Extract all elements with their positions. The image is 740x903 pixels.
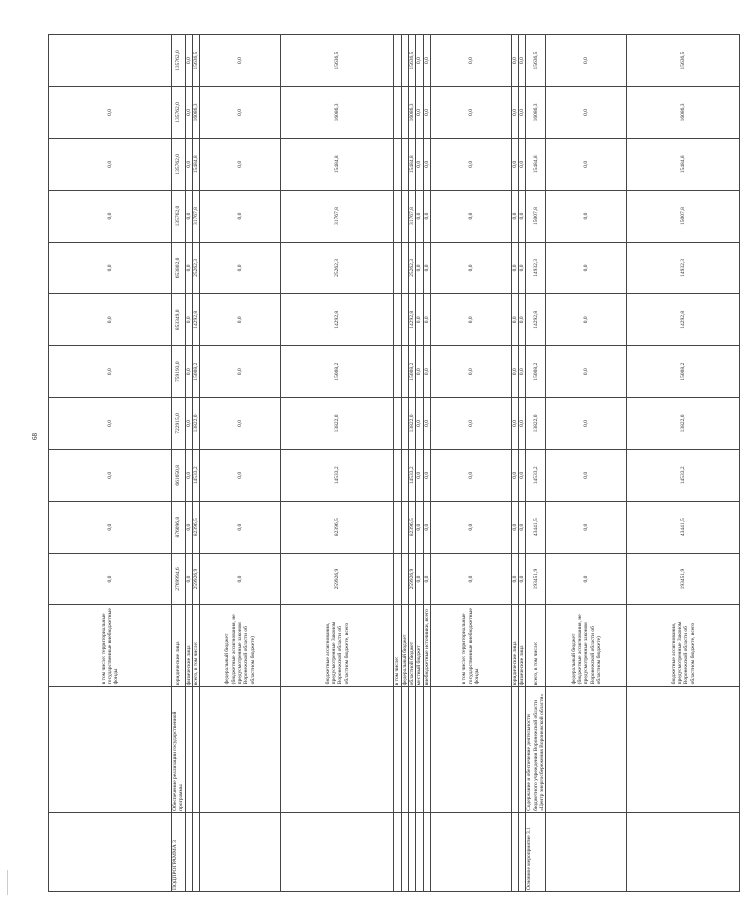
value-cell [394,190,401,242]
value-cell: 0,0 [200,242,281,294]
value-cell: 0,0 [511,190,518,242]
table-row [192,35,199,892]
value-cell: 0,0 [185,501,192,553]
table-row [416,35,423,892]
value-cell [394,294,401,346]
funding-source-cell: областной бюджет [408,605,415,687]
value-cell: 25262,3 [281,242,394,294]
value-cell: 0,0 [416,501,423,553]
value-cell: 193451,9 [627,553,740,605]
value-cell: 135762,0 [172,87,186,139]
value-cell: 0,0 [200,35,281,87]
value-cell: 0,0 [49,398,172,450]
value-cell: 0,0 [546,294,627,346]
funding-source-cell: в том числе: территориальные государственные внебюджетные фонды [49,605,172,687]
value-cell: 853349,0 [172,294,186,346]
program-level-cell: ПОДПРОГРАММА 3 [172,812,186,891]
value-cell: 0,0 [519,294,526,346]
value-cell [401,35,408,87]
program-level-cell [511,812,518,891]
value-cell: 0,0 [185,294,192,346]
value-cell: 0,0 [416,35,423,87]
value-cell: 15008,2 [408,346,415,398]
value-cell: 661650,8 [172,449,186,501]
value-cell: 43441,5 [627,501,740,553]
table-frame [48,34,696,892]
value-cell: 0,0 [416,87,423,139]
table-row [423,35,430,892]
value-cell: 14533,2 [526,449,546,501]
value-cell [401,346,408,398]
value-cell: 0,0 [200,294,281,346]
value-cell: 15636,5 [281,35,394,87]
value-cell: 0,0 [430,346,511,398]
value-cell [394,138,401,190]
value-cell: 16086,3 [192,87,199,139]
value-cell: 0,0 [546,35,627,87]
funding-source-cell: в том числе: [394,605,401,687]
program-level-cell [200,812,281,891]
table-row [546,35,627,892]
value-cell: 0,0 [519,398,526,450]
value-cell: 0,0 [519,87,526,139]
value-cell: 0,0 [185,553,192,605]
value-cell: 0,0 [511,398,518,450]
program-title-cell [192,687,199,813]
value-cell: 15484,8 [281,138,394,190]
value-cell [394,35,401,87]
funding-source-cell: федеральный бюджет [401,605,408,687]
program-title-cell: Обеспечение реализации государственной программы [172,687,186,813]
program-level-cell [519,812,526,891]
program-title-cell [49,687,172,813]
value-cell: 0,0 [423,87,430,139]
value-cell: 0,0 [200,553,281,605]
value-cell: 0,0 [546,553,627,605]
value-cell: 0,0 [423,138,430,190]
value-cell: 135762,0 [172,138,186,190]
funding-source-cell: юридические лица [511,605,518,687]
value-cell: 0,0 [519,553,526,605]
value-cell: 0,0 [416,138,423,190]
value-cell: 82396,5 [408,501,415,553]
value-cell: 0,0 [546,398,627,450]
table-row [200,35,281,892]
rotated-table-container [48,34,696,892]
value-cell [394,87,401,139]
value-cell: 14292,8 [627,294,740,346]
value-cell: 15484,8 [526,138,546,190]
program-level-cell [546,812,627,891]
value-cell: 135762,0 [172,190,186,242]
program-title-cell [519,687,526,813]
value-cell [394,398,401,450]
value-cell [394,501,401,553]
value-cell: 0,0 [519,35,526,87]
value-cell: 0,0 [430,190,511,242]
funding-source-cell: физические лица [185,605,192,687]
value-cell: 0,0 [423,35,430,87]
value-cell: 82396,5 [281,501,394,553]
value-cell: 14533,2 [408,449,415,501]
value-cell: 16086,3 [408,87,415,139]
value-cell: 0,0 [430,501,511,553]
value-cell: 0,0 [185,35,192,87]
value-cell: 0,0 [185,346,192,398]
funding-source-cell: внебюджетные источники, всего [423,605,430,687]
value-cell: 193451,9 [526,553,546,605]
program-level-cell [394,812,401,891]
table-row [627,35,740,892]
value-cell [394,449,401,501]
program-level-cell [185,812,192,891]
value-cell: 15008,2 [281,346,394,398]
value-cell: 0,0 [416,190,423,242]
value-cell: 0,0 [423,398,430,450]
table-row [281,35,394,892]
value-cell: 0,0 [49,346,172,398]
value-cell: 0,0 [519,501,526,553]
value-cell: 0,0 [423,190,430,242]
value-cell: 0,0 [49,294,172,346]
value-cell: 13822,0 [627,398,740,450]
value-cell: 15636,5 [526,35,546,87]
value-cell: 0,0 [546,87,627,139]
value-cell: 0,0 [430,553,511,605]
funding-source-cell: юридические лица [172,605,186,687]
value-cell: 0,0 [185,398,192,450]
value-cell [49,35,172,87]
value-cell: 0,0 [546,501,627,553]
value-cell: 259926,9 [408,553,415,605]
value-cell: 0,0 [423,346,430,398]
value-cell: 15636,5 [627,35,740,87]
value-cell: 31767,8 [281,190,394,242]
table-row [185,35,192,892]
value-cell: 13822,0 [408,398,415,450]
value-cell: 0,0 [511,449,518,501]
funding-source-cell: всего, в том числе: [526,605,546,687]
value-cell: 0,0 [423,501,430,553]
value-cell [394,553,401,605]
program-level-cell [430,812,511,891]
value-cell: 15008,2 [526,346,546,398]
value-cell: 0,0 [511,242,518,294]
value-cell: 0,0 [200,346,281,398]
funding-source-cell: федеральный бюджет (бюджетные ассигнования, не предусмотренные законом Воронежской области об областном бюджете) [200,605,281,687]
value-cell: 14932,3 [526,242,546,294]
table-row [526,35,546,892]
program-level-cell [627,812,740,891]
funding-source-cell: всего, в том числе: [192,605,199,687]
value-cell: 0,0 [511,87,518,139]
value-cell: 15484,8 [192,138,199,190]
value-cell: 0,0 [49,87,172,139]
program-title-cell [408,687,415,813]
value-cell: 0,0 [423,294,430,346]
program-level-cell [401,812,408,891]
program-level-cell [408,812,415,891]
value-cell [401,501,408,553]
value-cell: 0,0 [519,449,526,501]
value-cell: 14533,2 [627,449,740,501]
value-cell: 0,0 [416,449,423,501]
value-cell: 0,0 [200,501,281,553]
table-row [394,35,401,892]
table-row [430,35,511,892]
value-cell: 0,0 [430,138,511,190]
value-cell [401,190,408,242]
value-cell [401,449,408,501]
program-title-cell [627,687,740,813]
value-cell: 2769994,6 [172,553,186,605]
program-title-cell [416,687,423,813]
funding-source-cell: местный бюджет [416,605,423,687]
value-cell: 0,0 [185,138,192,190]
value-cell: 135762,0 [172,35,186,87]
value-cell: 15636,5 [408,35,415,87]
program-title-cell [281,687,394,813]
program-level-cell: Основное мероприятие 3.1 [526,812,546,891]
value-cell: 14533,2 [281,449,394,501]
value-cell: 759193,0 [172,346,186,398]
value-cell: 0,0 [511,346,518,398]
table-row [519,35,526,892]
program-level-cell [416,812,423,891]
table-row [511,35,518,892]
value-cell: 0,0 [49,449,172,501]
value-cell: 0,0 [519,242,526,294]
program-title-cell [511,687,518,813]
value-cell: 0,0 [185,242,192,294]
value-cell: 0,0 [511,35,518,87]
value-cell: 0,0 [430,35,511,87]
margin-rule [7,870,8,895]
funding-source-cell: федеральный бюджет (бюджетные ассигнования, не предусмотренные законом Воронежской области об областном бюджете) [546,605,627,687]
value-cell: 25262,3 [408,242,415,294]
value-cell: 0,0 [430,398,511,450]
value-cell [394,346,401,398]
value-cell: 0,0 [416,553,423,605]
value-cell: 25262,3 [192,242,199,294]
value-cell [401,87,408,139]
value-cell: 15484,8 [627,138,740,190]
program-title-cell [430,687,511,813]
value-cell: 15636,5 [192,35,199,87]
value-cell: 0,0 [200,398,281,450]
value-cell: 0,0 [430,87,511,139]
program-title-cell: Содержание и обеспечение деятельности бюджетного учреждения Воронежской области «Центр энергосбережения Воронежской области» [526,687,546,813]
page-number: 68 [31,433,39,440]
value-cell: 0,0 [423,242,430,294]
value-cell: 16086,3 [526,87,546,139]
value-cell: 0,0 [200,87,281,139]
table-row [401,35,408,892]
value-cell: 0,0 [200,138,281,190]
value-cell: 0,0 [200,449,281,501]
value-cell: 0,0 [430,294,511,346]
value-cell: 0,0 [416,294,423,346]
value-cell: 43441,5 [526,501,546,553]
value-cell: 0,0 [519,138,526,190]
program-title-cell [401,687,408,813]
value-cell: 722915,0 [172,398,186,450]
funding-source-cell: бюджетные ассигнования, предусмотренные Законом Воронежской области об областном бюджете, всего [627,605,740,687]
value-cell: 15008,2 [192,346,199,398]
value-cell: 15007,8 [526,190,546,242]
value-cell: 0,0 [49,190,172,242]
value-cell: 0,0 [511,138,518,190]
value-cell: 259926,9 [192,553,199,605]
program-title-cell [546,687,627,813]
value-cell: 0,0 [200,190,281,242]
budget-table [48,34,740,892]
value-cell: 876096,8 [172,501,186,553]
program-title-cell [185,687,192,813]
value-cell: 0,0 [49,138,172,190]
value-cell: 14932,3 [627,242,740,294]
value-cell: 0,0 [49,553,172,605]
value-cell: 13822,0 [192,398,199,450]
value-cell: 0,0 [416,242,423,294]
program-title-cell [423,687,430,813]
value-cell: 15484,8 [408,138,415,190]
value-cell [401,242,408,294]
program-level-cell [49,812,172,891]
value-cell [394,242,401,294]
value-cell: 14292,8 [408,294,415,346]
value-cell: 15007,8 [627,190,740,242]
value-cell: 31767,8 [408,190,415,242]
value-cell: 0,0 [185,87,192,139]
value-cell [401,398,408,450]
value-cell: 0,0 [49,242,172,294]
value-cell: 0,0 [423,449,430,501]
value-cell: 15008,2 [627,346,740,398]
value-cell: 13822,0 [526,398,546,450]
value-cell: 0,0 [185,449,192,501]
value-cell: 14292,8 [526,294,546,346]
table-row [49,35,172,892]
program-level-cell [192,812,199,891]
program-title-cell [394,687,401,813]
program-level-cell [281,812,394,891]
value-cell: 0,0 [519,346,526,398]
value-cell: 0,0 [423,553,430,605]
value-cell: 0,0 [546,190,627,242]
value-cell: 14292,8 [192,294,199,346]
value-cell: 0,0 [511,294,518,346]
value-cell [401,294,408,346]
program-title-cell [200,687,281,813]
value-cell: 13822,0 [281,398,394,450]
value-cell: 82396,5 [192,501,199,553]
value-cell: 0,0 [546,449,627,501]
value-cell: 0,0 [430,449,511,501]
value-cell [401,553,408,605]
value-cell: 31767,8 [192,190,199,242]
value-cell: 0,0 [416,346,423,398]
value-cell: 0,0 [416,398,423,450]
value-cell: 14533,2 [192,449,199,501]
funding-source-cell: физические лица [519,605,526,687]
value-cell: 0,0 [519,190,526,242]
value-cell: 14292,8 [281,294,394,346]
value-cell: 0,0 [185,190,192,242]
value-cell: 0,0 [511,553,518,605]
value-cell: 0,0 [546,346,627,398]
value-cell: 16086,3 [281,87,394,139]
value-cell: 259926,9 [281,553,394,605]
table-row [172,35,186,892]
value-cell: 0,0 [430,242,511,294]
value-cell [401,138,408,190]
value-cell: 0,0 [546,138,627,190]
funding-source-cell: в том числе: территориальные государственные внебюджетные фонды [430,605,511,687]
table-row [408,35,415,892]
value-cell: 0,0 [546,242,627,294]
funding-source-cell: бюджетные ассигнования, предусмотренные Законом Воронежской области об областном бюджете, всего [281,605,394,687]
value-cell: 0,0 [511,501,518,553]
value-cell: 653802,0 [172,242,186,294]
value-cell: 16086,3 [627,87,740,139]
value-cell: 0,0 [49,501,172,553]
program-level-cell [423,812,430,891]
